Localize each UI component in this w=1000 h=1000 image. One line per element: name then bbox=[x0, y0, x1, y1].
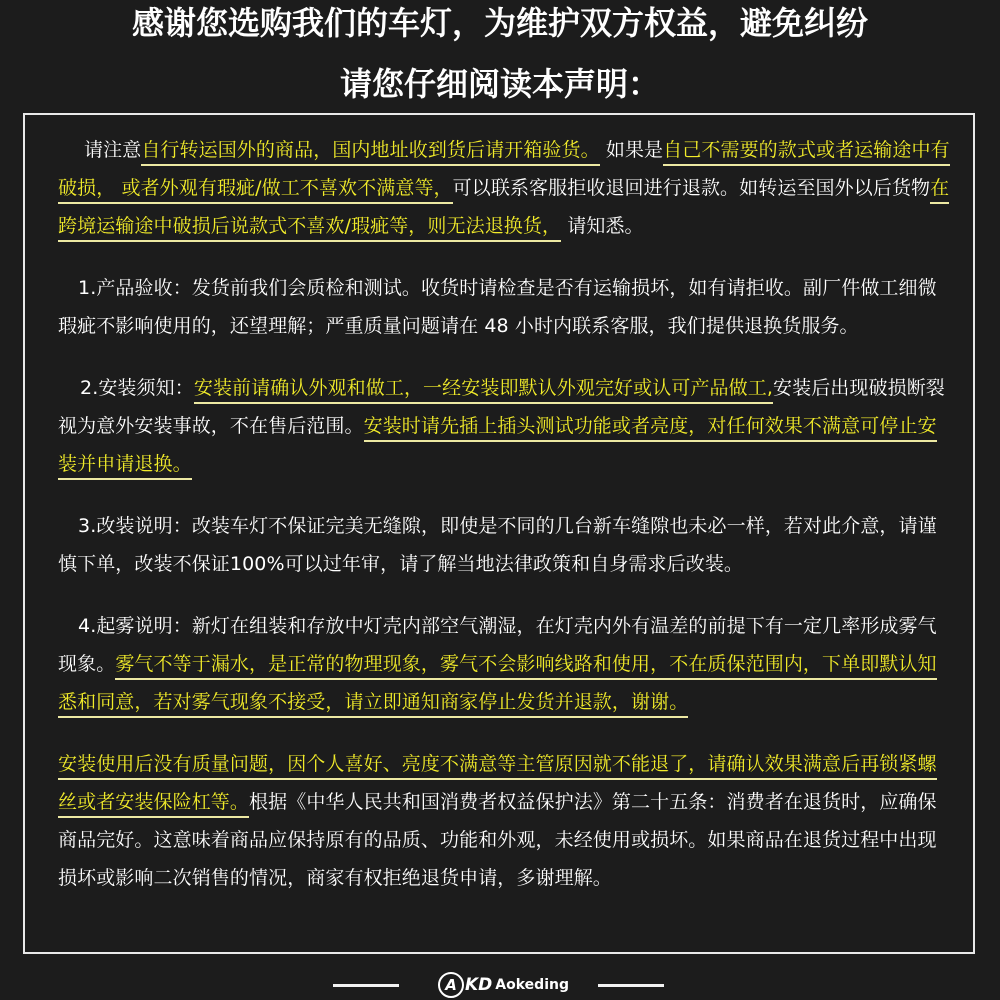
logo-wordmark: KD bbox=[465, 975, 493, 995]
section2-text-2: 安装后出现破损断裂视为意外安装事故，不在售后范围。 bbox=[58, 377, 945, 437]
logo-mark-icon: A bbox=[438, 972, 464, 998]
section2-highlight-2: 安装时请先插上插头测试功能或者亮度，对任何效果不满意可停止安装并申请退换。 bbox=[58, 415, 937, 480]
section4-text-1: 4.起雾说明：新灯在组装和存放中灯壳内部空气潮湿，在灯壳内外有温差的前提下有一定几率形成雾气现象。 bbox=[58, 615, 937, 675]
brand-logo bbox=[438, 970, 569, 1000]
section-product-inspection bbox=[58, 269, 951, 345]
intro-paragraph bbox=[58, 131, 951, 245]
intro-text-2: 如果是 bbox=[605, 139, 664, 161]
intro-text-1: 请注意 bbox=[84, 139, 142, 161]
closing-text: 根据《中华人民共和国消费者权益保护法》第二十五条：消费者在退货时，应确保商品完好。这意味着商品应保持原有的品质、功能和外观，未经使用或损坏。如果商品在退货过程中出现损坏或影响二次销售的情况，商家有权拒绝退货申请，多谢理解。 bbox=[58, 791, 937, 889]
section1-text: 1.产品验收：发货前我们会质检和测试。收货时请检查是否有运输损坏，如有请拒收。副厂件做工细微瑕疵不影响使用的，还望理解；严重质量问题请在 48 小时内联系客服，我们提供退换货服务。 bbox=[58, 277, 937, 337]
intro-highlight-3: 在跨境运输途中破损后说款式不喜欢/瑕疵等，则无法退换货， bbox=[58, 177, 949, 242]
notice-box bbox=[23, 113, 975, 954]
page-subtitle: 请您仔细阅读本声明： bbox=[339, 65, 660, 103]
section2-highlight-1: 安装前请确认外观和做工，一经安装即默认外观完好或认可产品做工, bbox=[194, 377, 773, 404]
footer-divider-right bbox=[598, 984, 664, 987]
section-modification-notes bbox=[58, 507, 951, 583]
section4-highlight-1: 雾气不等于漏水，是正常的物理现象，雾气不会影响线路和使用，不在质保范围内，下单即默认知悉和同意，若对雾气现象不接受，请立即通知商家停止发货并退款，谢谢。 bbox=[58, 653, 937, 718]
logo-brand-name: Aokeding bbox=[495, 977, 569, 993]
section3-text: 3.改装说明：改装车灯不保证完美无缝隙，即使是不同的几台新车缝隙也未必一样，若对此介意，请谨慎下单，改装不保证100%可以过年审，请了解当地法律政策和自身需求后改装。 bbox=[58, 515, 937, 575]
intro-text-3: 可以联系客服拒收退回进行退款。如转运至国外以后货物 bbox=[452, 177, 931, 199]
footer-divider-left bbox=[333, 984, 399, 987]
intro-text-4: 请知悉。 bbox=[561, 215, 644, 237]
footer bbox=[0, 966, 1000, 1000]
section-installation-notes bbox=[58, 369, 951, 483]
closing-highlight: 安装使用后没有质量问题，因个人喜好、亮度不满意等主管原因就不能退了，请确认效果满意后再锁紧螺丝或者安装保险杠等。 bbox=[58, 753, 937, 818]
closing-paragraph bbox=[58, 745, 951, 897]
page-title: 感谢您选购我们的车灯，为维护双方权益，避免纠纷 bbox=[131, 4, 868, 42]
section-fogging-notes bbox=[58, 607, 951, 721]
intro-highlight-1: 自行转运国外的商品，国内地址收到货后请开箱验货。 bbox=[141, 139, 599, 166]
section2-text-1: 2.安装须知： bbox=[80, 377, 194, 399]
intro-highlight-2: 自己不需要的款式或者运输途中有破损， 或者外观有瑕疵/做工不喜欢不满意等， bbox=[58, 139, 950, 204]
